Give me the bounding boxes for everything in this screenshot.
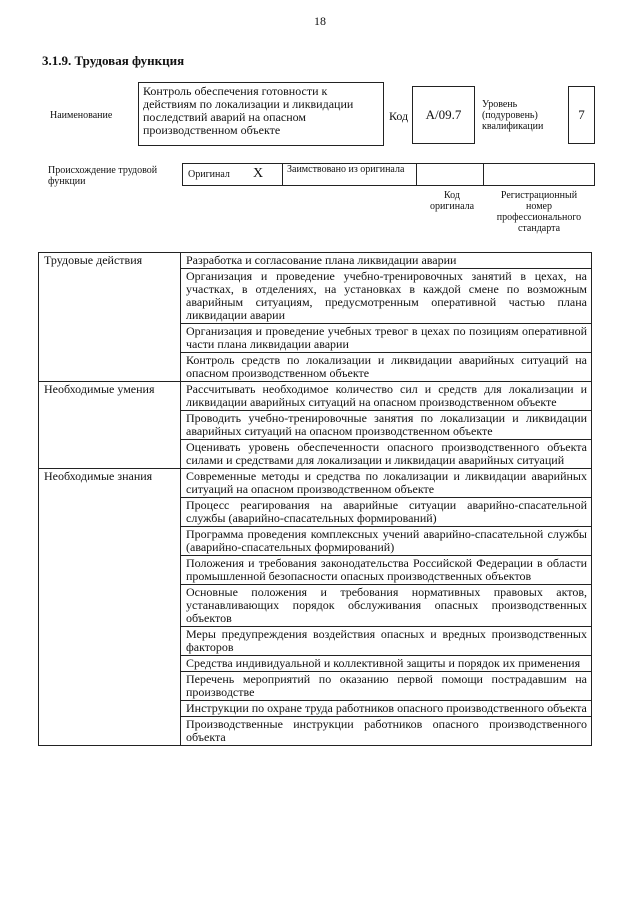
origin-label: Происхождение трудовой функции <box>48 165 158 187</box>
divider <box>416 164 417 185</box>
category-cell: Трудовые действия <box>39 253 181 382</box>
registration-caption: Регистрационный номер профессионального стандарта <box>496 190 582 234</box>
item-cell: Контроль средств по локализации и ликвидации аварийных ситуаций на опасном производственном объекте <box>181 353 592 382</box>
item-cell: Инструкции по охране труда работников опасного производственного объекта <box>181 701 592 717</box>
table-row <box>39 253 592 269</box>
name-label: Наименование <box>50 110 113 121</box>
table-row <box>39 382 592 411</box>
code-label: Код <box>389 109 409 123</box>
item-cell: Перечень мероприятий по оказанию первой помощи пострадавшим на производстве <box>181 672 592 701</box>
item-cell: Программа проведения комплексных учений аварийно-спасательной службы (аварийно-спасательных формирований) <box>181 527 592 556</box>
page-number: 18 <box>314 14 326 28</box>
category-cell: Необходимые знания <box>39 469 181 746</box>
original-label: Оригинал <box>188 169 230 180</box>
code-original-caption: Код оригинала <box>429 190 475 212</box>
item-cell: Рассчитывать необходимое количество сил и средств для локализации и ликвидации аварийных ситуаций на опасном производственном объекте <box>181 382 592 411</box>
original-mark: X <box>253 166 264 181</box>
level-label: Уровень (подуровень) квалификации <box>482 99 544 132</box>
item-cell: Положения и требования законодательства Российской Федерации в области промышленной безопасности опасных производственных объектов <box>181 556 592 585</box>
category-cell: Необходимые умения <box>39 382 181 469</box>
table-row <box>39 469 592 498</box>
item-cell: Меры предупреждения воздействия опасных и вредных производственных факторов <box>181 627 592 656</box>
item-cell: Современные методы и средства по локализации и ликвидации аварийных ситуаций на опасном производственном объекте <box>181 469 592 498</box>
item-cell: Разработка и согласование плана ликвидации аварии <box>181 253 592 269</box>
original-cell <box>183 164 283 185</box>
origin-row <box>182 163 595 186</box>
item-cell: Организация и проведение учебно-тренировочных занятий в цехах, на участках, в отделениях, на установках в каждой смене по возможным аварийным ситуациям, предусмотренным оперативной частью плана ликвидации аварии <box>181 269 592 324</box>
item-cell: Процесс реагирования на аварийные ситуации аварийно-спасательной службы (аварийно-спасательных формирований) <box>181 498 592 527</box>
item-cell: Организация и проведение учебных тревог в цехах по позициям оперативной части плана ликвидации аварии <box>181 324 592 353</box>
code-value: А/09.7 <box>412 86 475 144</box>
level-value: 7 <box>568 86 595 144</box>
section-title: 3.1.9. Трудовая функция <box>42 53 185 68</box>
item-cell: Оценивать уровень обеспеченности опасного производственного объекта силами и средствами для локализации и ликвидации аварийных ситуаций <box>181 440 592 469</box>
borrowed-label: Заимствовано из оригинала <box>287 164 405 175</box>
item-cell: Производственные инструкции работников опасного производственного объекта <box>181 717 592 746</box>
item-cell: Основные положения и требования нормативных правовых актов, устанавливающих порядок обслуживания опасных производственных объектов <box>181 585 592 627</box>
function-table <box>38 252 592 746</box>
name-value: Контроль обеспечения готовности к действиям по локализации и ликвидации последствий аварий на опасном производственном объекте <box>138 82 384 146</box>
item-cell: Проводить учебно-тренировочные занятия по локализации и ликвидации аварийных ситуаций на опасном производственном объекте <box>181 411 592 440</box>
item-cell: Средства индивидуальной и коллективной защиты и порядок их применения <box>181 656 592 672</box>
divider <box>483 164 484 185</box>
